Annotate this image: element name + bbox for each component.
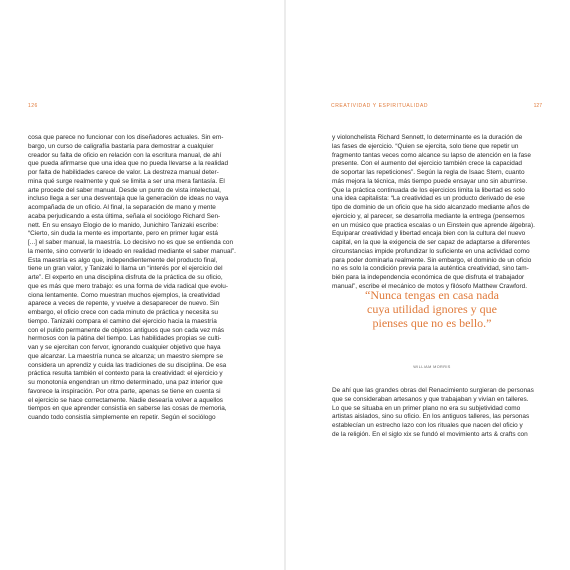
quote-attribution: WILLIAM MORRIS — [413, 365, 451, 369]
text-line: acompañada de un oficio. Al final, la separación de mano y mente — [28, 204, 216, 211]
text-line: hermosos con la pátina del tiempo. Las habilidades propias se culti- — [28, 335, 222, 343]
text-line: y violonchelista Richard Sennett, lo determinante es la duración de — [332, 134, 523, 141]
text-line: para poder dominarla realmente. Sin embargo, el dominio de un oficio — [332, 256, 532, 264]
text-line: ejercicio y, al parecer, se desarrolla mediante la entrega (pensemos — [332, 212, 525, 220]
text-line: por falta de habilidades carece de valor. La destreza manual deter- — [28, 169, 219, 176]
text-line: en un músico que practica escalas o un Einstein que aprende álgebra). — [332, 221, 535, 229]
text-line: mina qué surge realmente y qué se limita a ser una mera fantasía. El — [28, 177, 225, 185]
text-line: van y se ejercitan con fervor, ignorando cualquier objetivo que haya — [28, 344, 221, 351]
text-line: considera un aprendiz y cuida las tradiciones de su disciplina. De esa — [28, 361, 227, 369]
text-line: cuya utilidad ignores y que — [367, 302, 497, 316]
text-line: nett. En su ensayo Elogio de lo manido, Junichiro Tanizaki escribe: — [28, 221, 219, 229]
text-line: circunstancias impide profundizar lo suficiente en una actividad como — [332, 247, 530, 255]
text-line: arte procede del saber manual. Desde un punto de vista intelectual, — [28, 186, 221, 194]
text-line: tiempos en que aprender consistía en saberse las cosas de memoria, — [28, 405, 227, 413]
page-number-left: 126 — [28, 103, 38, 109]
text-line: Esta maestría es algo que, independientemente del producto final, — [28, 256, 218, 264]
text-line: que pueda afirmarse que una idea que no pueda llevarse a la realidad — [28, 160, 229, 168]
text-line: incluso llega a ser una desventaja que la generación de ideas no vaya — [28, 195, 229, 203]
text-line: fragmento tantas veces como alcance su lapso de atención en la fase — [332, 151, 531, 159]
text-line: una idea capitalista: “La creatividad es un producto derivado de ese — [332, 195, 525, 203]
text-line: capital, en la que la exigencia de ser capaz de adaptarse a diferentes — [332, 239, 530, 246]
text-line: pienses que no es bello.” — [372, 316, 492, 330]
text-line: tipo de dominio de un oficio que ha sido alcanzado mediante años de — [332, 204, 530, 211]
text-line: con el pulido permanente de objetos antiguos que son cada vez más — [28, 326, 225, 334]
text-line: más mejora la técnica, más tiempo puede ensayar uno sin aburrirse. — [332, 177, 528, 185]
text-line: que se consideraban artesanos y que trabajaban y vivían en talleres. — [332, 395, 529, 403]
text-line: bién para la independencia económica de que disfruta el trabajador — [332, 274, 525, 281]
text-line: presente. Con el aumento del ejercicio también crece la capacidad — [332, 160, 523, 168]
text-line: cosa que parece no funcionar con los diseñadores actuales. Sin em- — [28, 134, 224, 141]
text-line: [...] el saber manual, la maestría. Lo decisivo no es que se entienda con — [28, 239, 234, 246]
text-line: bargo, un curso de caligrafía bastaría para demostrar a cualquier — [28, 142, 214, 150]
text-line: acaba perjudicando a esta última, señala el sociólogo Richard Sen- — [28, 212, 221, 220]
text-line: aparece a veces de repente, y vuelve a desaparecer de nuevo. Sin — [28, 300, 220, 308]
text-line: que alcanzar. La maestría nunca se alcanza; un maestro siempre se — [28, 352, 224, 360]
text-line: las fases de ejercicio. “Quien se ejercita, solo tiene que repetir un — [332, 142, 519, 150]
text-line: la mente, sino convertir lo ideado en realidad mediante el saber manual”. — [28, 247, 236, 255]
left-body-text — [28, 134, 266, 423]
text-line: Lo que se situaba en un primer plano no era su subjetividad como — [332, 404, 521, 412]
right-body-text-bottom — [332, 387, 562, 440]
text-line: de la religión. En el siglo xix se fundó el movimiento arts & crafts con — [332, 430, 528, 438]
text-line: embargo, el oficio crece con cada minuto de práctica y necesita su — [28, 309, 219, 316]
text-line: tiene un gran valor, y Tanizaki lo llama un “interés por el ejercicio del — [28, 265, 223, 273]
text-line: el ejercicio se hace correctamente. Nadie desearía volver a aquellos — [28, 396, 224, 404]
text-line: de soportar las repeticiones”. Según la regla de Isaac Stern, cuanto — [332, 169, 525, 176]
right-page — [285, 0, 570, 570]
running-head: CREATIVIDAD Y ESPIRITUALIDAD — [331, 103, 429, 109]
text-line: establecían un estrecho lazo con los rituales que nacen del oficio y — [332, 422, 523, 429]
pull-quote — [333, 288, 531, 330]
text-line: De ahí que las grandes obras del Renacimiento surgieran de personas — [332, 387, 534, 394]
text-line: práctica resulta también el contexto para la creatividad: el ejercicio y — [28, 370, 223, 378]
text-line: ciona lentamente. Como muestran muchos ejemplos, la creatividad — [28, 291, 220, 299]
text-line: favorece la inspiración. Por otra parte, apenas se tiene en cuenta si — [28, 387, 221, 395]
text-line: “Nunca tengas en casa nada — [365, 288, 499, 302]
right-body-text-top — [332, 134, 562, 292]
text-line: que es más que mero trabajo: es una forma de vida radical que evolu- — [28, 282, 229, 290]
text-line: su monotonía engendran un ritmo determinado, una paz interior que — [28, 379, 223, 386]
text-line: Equiparar creatividad y libertad encaja bien con la cultura del nuevo — [332, 230, 526, 238]
text-line: Que la práctica continuada de los ejercicios limita la libertad es solo — [332, 186, 525, 194]
text-line: artistas aislados, sino su oficio. En los antiguos talleres, las personas — [332, 413, 530, 421]
page-number-right: 127 — [533, 103, 542, 109]
text-line: “Cierto, sin duda la mente es importante, pero en primer lugar está — [28, 230, 219, 238]
text-line: manual”, escribe el mecánico de motos y filósofo Matthew Crawford. — [332, 282, 527, 290]
text-line: arte”. El experto en una disciplina disfruta de la práctica de su oficio, — [28, 274, 223, 281]
text-line: no es solo la condición previa para la auténtica creatividad, sino tam- — [332, 265, 529, 273]
text-line: cuando todo consistía simplemente en repetir. Según el sociólogo — [28, 414, 216, 421]
text-line: tiempo. Tanizaki compara el camino del ejercicio hacia la maestría — [28, 317, 217, 325]
text-line: creador su falta de oficio en relación con la escritura manual, de ahí — [28, 151, 222, 159]
